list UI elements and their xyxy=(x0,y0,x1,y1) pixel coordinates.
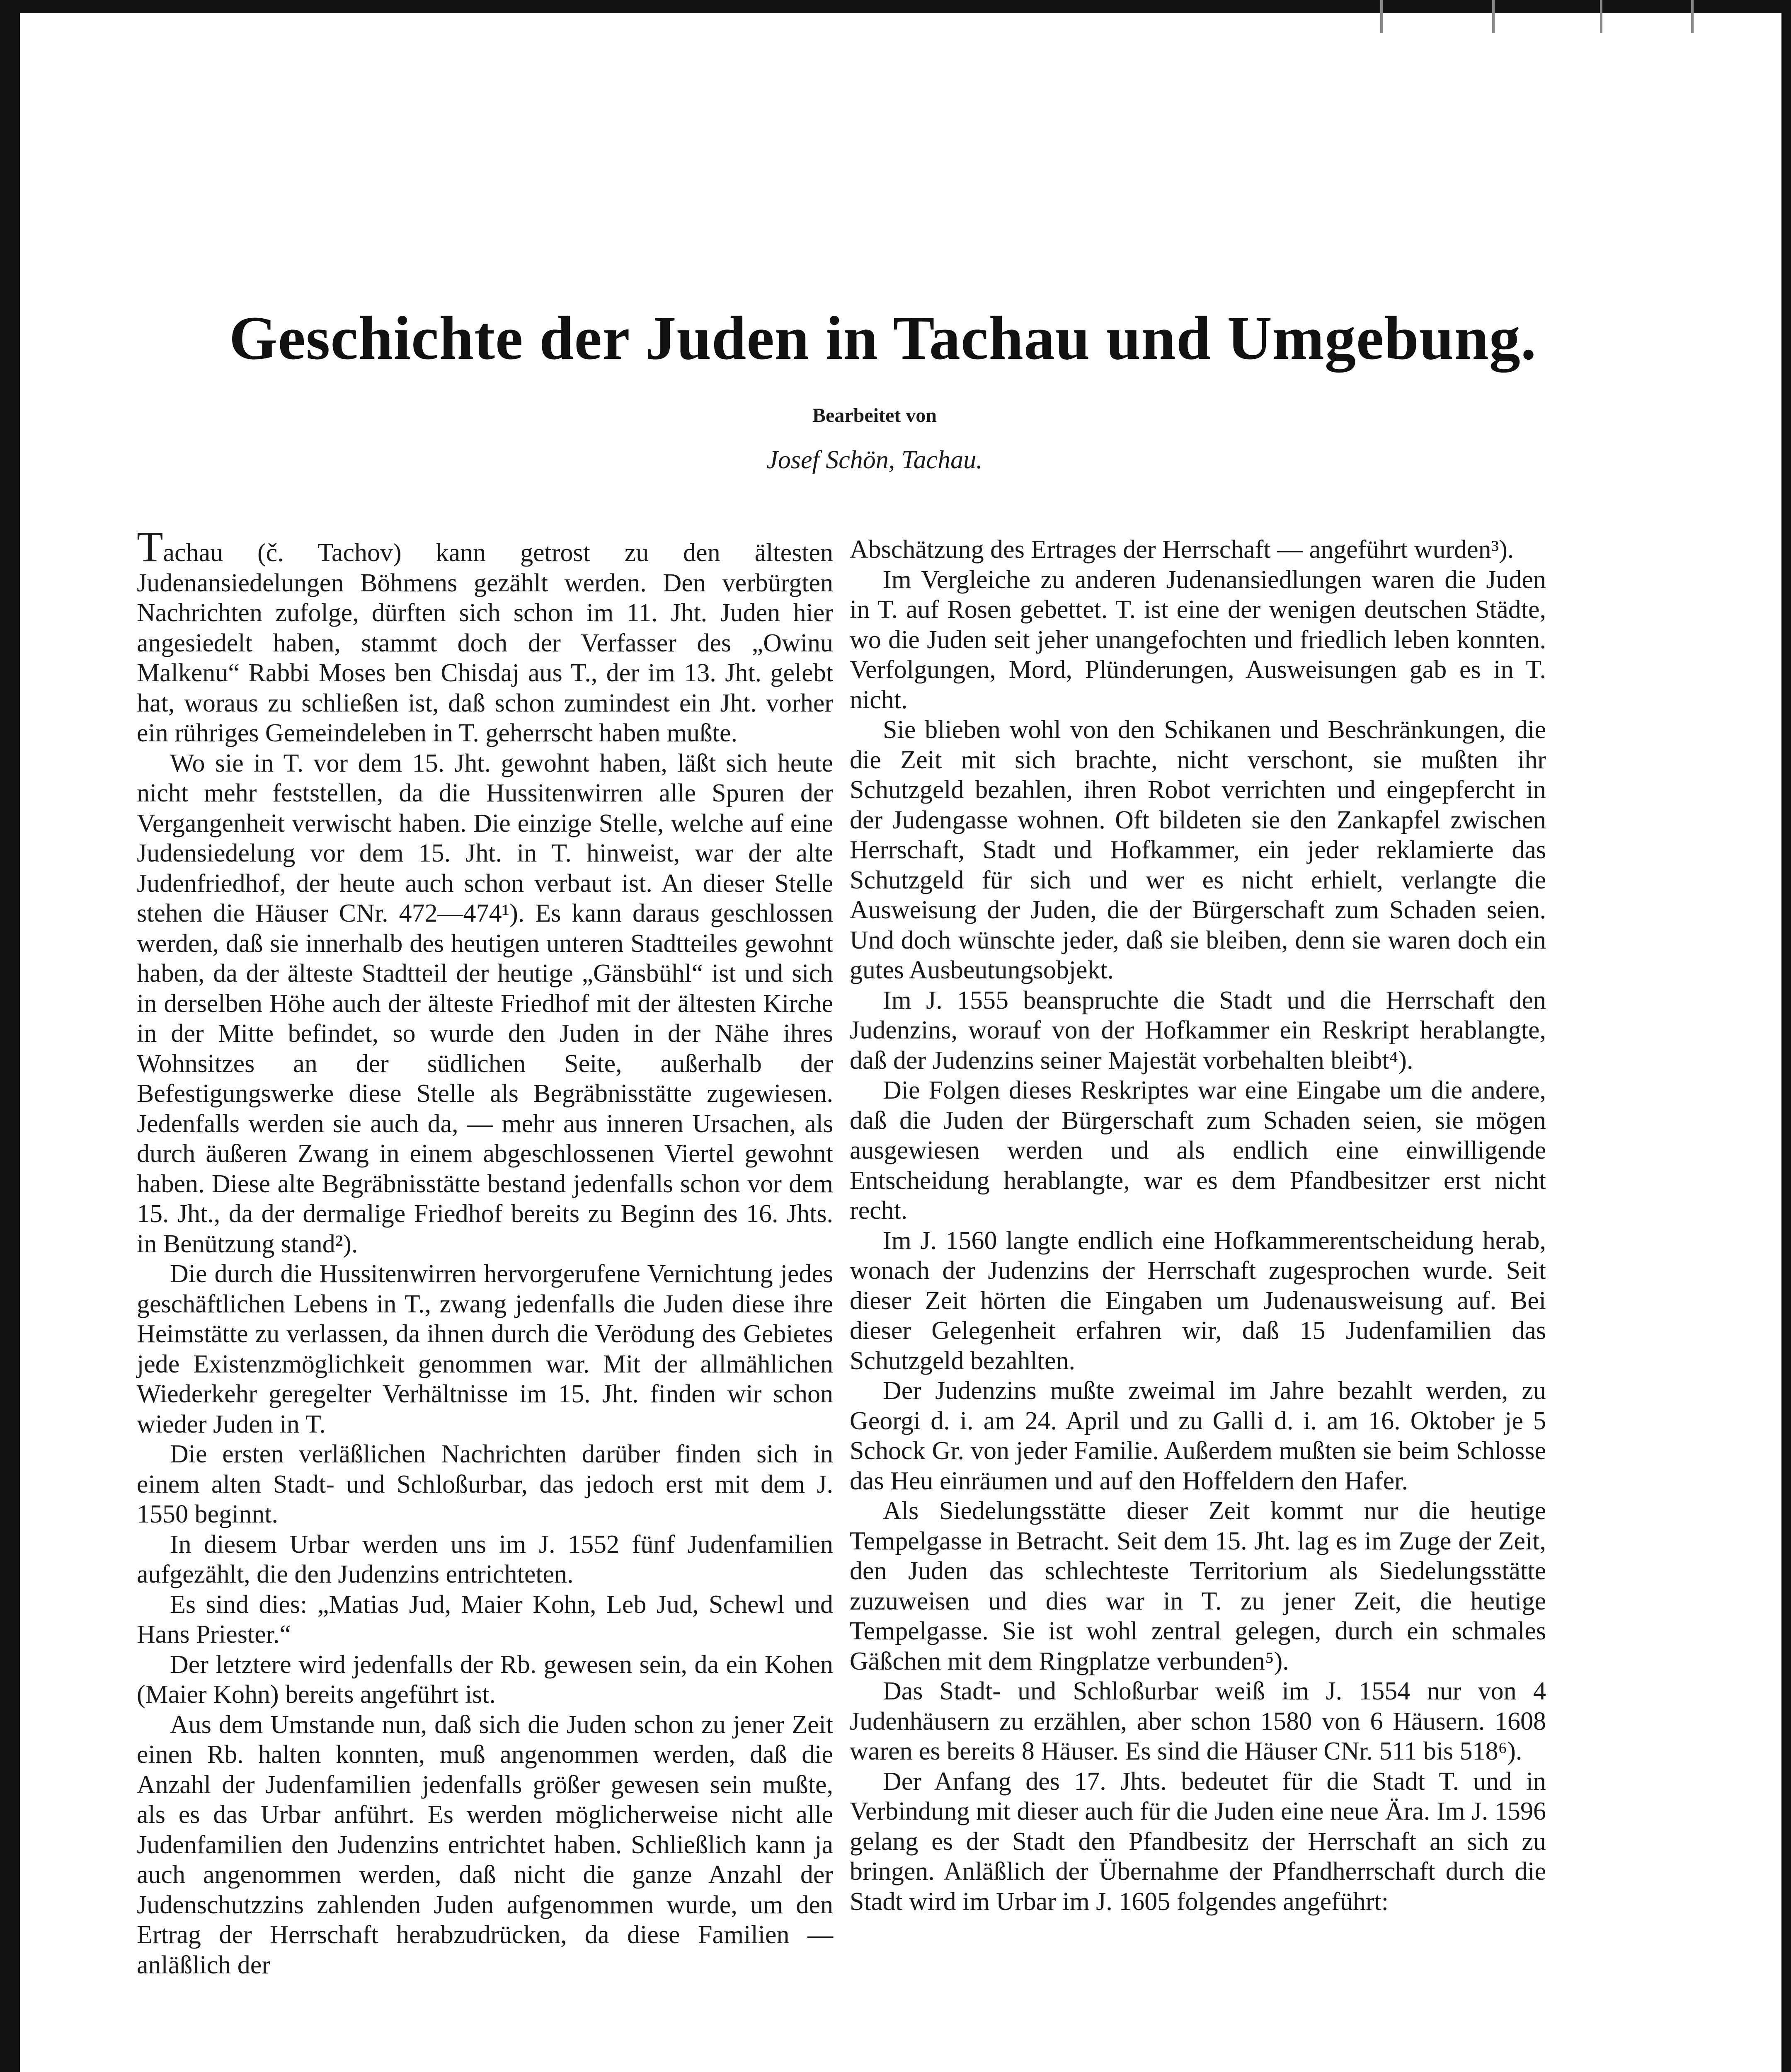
paragraph: Sie blieben wohl von den Schikanen und Beschränkungen, die die Zeit mit sich brachte, nicht verschont, sie mußten ihr Schutzgeld bezahlen, ihren Robot verrichten und eingepfercht in der Judengasse wohnen. Oft bildeten sie den Zankapfel zwischen Herrschaft, Stadt und Hofkammer, ein jeder reklamierte das Schutzgeld für sich und wer es nicht erhielt, verlangte die Ausweisung der Juden, die der Bürgerschaft zum Schaden seien. Und doch wünschte jeder, daß sie bleiben, denn sie waren doch ein gutes Ausbeutungsobjekt. xyxy=(850,716,1546,984)
paragraph: Der Anfang des 17. Jhts. bedeutet für die Stadt T. und in Verbindung mit dieser auch für die Juden eine neue Ära. Im J. 1596 gelang es der Stadt den Pfandbesitz der Herrschaft an sich zu bringen. Anläßlich der Übernahme der Pfandherrschaft durch die Stadt wird im Urbar im J. 1605 folgendes angeführt: xyxy=(850,1767,1546,1916)
scan-mark xyxy=(1380,0,1383,33)
paragraph: Die ersten verläßlichen Nachrichten darüber finden sich in einem alten Stadt- und Schloßurbar, das jedoch erst mit dem J. 1550 beginnt. xyxy=(137,1440,833,1528)
paragraph: Im J. 1555 beanspruchte die Stadt und die Herrschaft den Judenzins, worauf von der Hofkammer ein Reskript herablangte, daß der Judenzins seiner Majestät vorbehalten bleibt⁴). xyxy=(850,986,1546,1075)
paragraph: Die durch die Hussitenwirren hervorgerufene Vernichtung jedes geschäftlichen Lebens in T., zwang jedenfalls die Juden diese ihre Heimstätte zu verlassen, da ihnen durch die Verödung des Gebietes jede Existenzmöglichkeit genommen war. Mit der allmählichen Wiederkehr geregelter Verhältnisse im 15. Jht. finden wir schon wieder Juden in T. xyxy=(137,1260,833,1438)
left-column xyxy=(137,523,833,1980)
scan-border-left xyxy=(0,0,20,2072)
article-title: Geschichte der Juden in Tachau und Umgebung. xyxy=(229,304,1537,373)
paragraph: Im J. 1560 langte endlich eine Hofkammerentscheidung herab, wonach der Judenzins der Herrschaft zugesprochen wurde. Seit dieser Zeit hörten die Eingaben um Judenausweisung auf. Bei dieser Gelegenheit erfahren wir, daß 15 Judenfamilien das Schutzgeld bezahlten. xyxy=(850,1226,1546,1375)
scan-border-top xyxy=(0,0,1791,13)
paragraph: Der letztere wird jedenfalls der Rb. gewesen sein, da ein Kohen (Maier Kohn) bereits angeführt ist. xyxy=(137,1650,833,1709)
byline-label: Bearbeitet von xyxy=(812,404,937,426)
paragraph: Es sind dies: „Matias Jud, Maier Kohn, Leb Jud, Schewl und Hans Priester.“ xyxy=(137,1590,833,1648)
paragraph: Die Folgen dieses Reskriptes war eine Eingabe um die andere, daß die Juden der Bürgerschaft zum Schaden seien, sie mögen ausgewiesen werden und als endlich eine einwilligende Entscheidung herablangte, war es dem Pfandbesitzer erst nicht recht. xyxy=(850,1076,1546,1225)
paragraph: Tachau (č. Tachov) kann getrost zu den ältesten Judenansiedelungen Böhmens gezählt werden. Den verbürgten Nachrichten zufolge, dürften sich schon im 11. Jht. Juden hier angesiedelt haben, stammt doch der Verfasser des „Owinu Malkenu“ Rabbi Moses ben Chisdaj aus T., der im 13. Jht. gelebt hat, woraus zu schließen ist, daß schon zumindest ein Jht. vorher ein rühriges Gemeindeleben in T. geherrscht haben mußte. xyxy=(137,523,833,747)
paragraph: Der Judenzins mußte zweimal im Jahre bezahlt werden, zu Georgi d. i. am 24. April und zu Galli d. i. am 16. Oktober je 5 Schock Gr. von jeder Familie. Außerdem mußten sie beim Schlosse das Heu einräumen und auf den Hoffeldern den Hafer. xyxy=(850,1377,1546,1495)
paragraph: Im Vergleiche zu anderen Judenansiedlungen waren die Juden in T. auf Rosen gebettet. T. ist eine der wenigen deutschen Städte, wo die Juden seit jeher unangefochten und friedlich leben konnten. Verfolgungen, Mord, Plünderungen, Ausweisungen gab es in T. nicht. xyxy=(850,565,1546,714)
author-name: Josef Schön, Tachau. xyxy=(766,446,983,474)
scan-border-right xyxy=(1781,0,1791,2072)
paragraph: Abschätzung des Ertrages der Herrschaft — angeführt wurden³). xyxy=(850,535,1514,564)
right-column xyxy=(850,535,1546,1917)
drop-cap: T xyxy=(137,523,163,571)
paragraph: Wo sie in T. vor dem 15. Jht. gewohnt haben, läßt sich heute nicht mehr feststellen, da die Hussitenwirren alle Spuren der Vergangenheit verwischt haben. Die einzige Stelle, welche auf eine Judensiedelung vor dem 15. Jht. in T. hinweist, war der alte Judenfriedhof, der heute auch schon verbaut ist. An dieser Stelle stehen die Häuser CNr. 472—474¹). Es kann daraus geschlossen werden, daß sie innerhalb des heutigen unteren Stadtteiles gewohnt haben, da der älteste Stadtteil der heutige „Gänsbühl“ ist und sich in derselben Höhe auch der älteste Friedhof mit der ältesten Kirche in der Mitte befindet, so wurde den Juden in der Nähe ihres Wohnsitzes an der südlichen Seite, außerhalb der Befestigungswerke diese Stelle als Begräbnisstätte zugewiesen. Jedenfalls werden sie auch da, — mehr aus inneren Ursachen, als durch äußeren Zwang in einem abgeschlossenen Viertel gewohnt haben. Diese alte Begräbnisstätte bestand jedenfalls schon vor dem 15. Jht., da der dermalige Friedhof bereits zu Beginn des 16. Jhts. in Benützung stand²). xyxy=(137,749,833,1258)
paragraph: In diesem Urbar werden uns im J. 1552 fünf Judenfamilien aufgezählt, die den Judenzins entrichteten. xyxy=(137,1530,833,1588)
paragraph: Das Stadt- und Schloßurbar weiß im J. 1554 nur von 4 Judenhäusern zu erzählen, aber schon 1580 von 6 Häusern. 1608 waren es bereits 8 Häuser. Es sind die Häuser CNr. 511 bis 518⁶). xyxy=(850,1677,1546,1765)
paragraph: Als Siedelungsstätte dieser Zeit kommt nur die heutige Tempelgasse in Betracht. Seit dem 15. Jht. lag es im Zuge der Zeit, den Juden das schlechteste Territorium als Siedelungsstätte zuzuweisen und dies war in T. zu jener Zeit, die heutige Tempelgasse. Sie ist wohl zentral gelegen, durch ein schmales Gäßchen mit dem Ringplatze verbunden⁵). xyxy=(850,1497,1546,1675)
scan-mark xyxy=(1492,0,1495,33)
scan-mark xyxy=(1691,0,1694,33)
scan-mark xyxy=(1600,0,1602,33)
paragraph: Aus dem Umstande nun, daß sich die Juden schon zu jener Zeit einen Rb. halten konnten, muß angenommen werden, daß die Anzahl der Judenfamilien jedenfalls größer gewesen sein mußte, als es das Urbar anführt. Es werden möglicherweise nicht alle Judenfamilien den Judenzins entrichtet haben. Schließlich kann ja auch angenommen werden, daß nicht die ganze Anzahl der Judenschutzzins zahlenden Juden aufgenommen wurde, um den Ertrag der Herrschaft herabzudrücken, da diese Familien — anläßlich der xyxy=(137,1710,833,1979)
